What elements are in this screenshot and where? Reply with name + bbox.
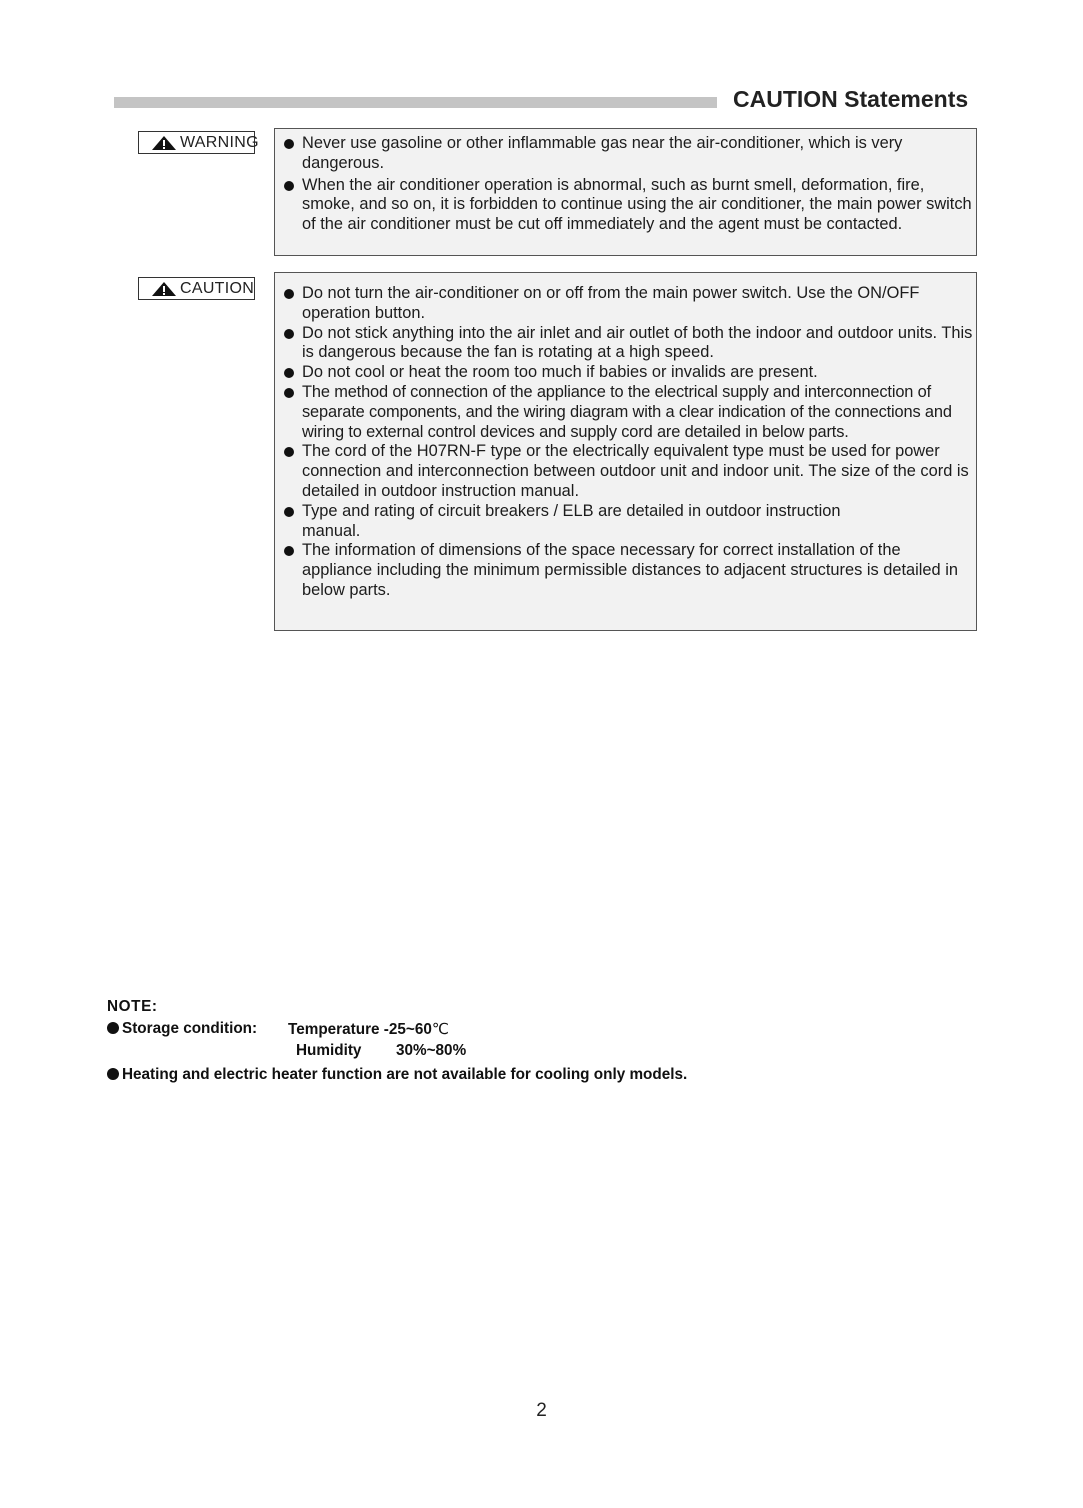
bullet-icon [284, 181, 294, 191]
heating-note: Heating and electric heater function are not available for cooling only models. [122, 1066, 688, 1083]
page-title: CAUTION Statements [733, 86, 969, 112]
bullet-icon [284, 388, 294, 398]
humidity-line [296, 1042, 361, 1060]
bullet-icon [107, 1068, 119, 1080]
temperature-value: -25~60 [383, 1021, 432, 1038]
list-item: Do not stick anything into the air inlet and air outlet of both the indoor and outdoor units. This is dangerous because the fan is rotating at a high speed. [302, 324, 974, 364]
warning-label [138, 131, 259, 154]
list-item: When the air conditioner operation is abnormal, such as burnt smell, deformation, fire, smoke, and so on, it is forbidden to continue using the air conditioner, the main power switch of the air conditioner must be cut off immediately and the agent must be contacted. [302, 176, 974, 235]
list-item: The information of dimensions of the space necessary for correct installation of the appliance including the minimum permissible distances to adjacent structures is detailed in below parts. [302, 541, 974, 600]
list-item: Type and rating of circuit breakers / ELB are detailed in outdoor instruction manual. [302, 502, 974, 542]
list-item: Do not turn the air-conditioner on or off from the main power switch. Use the ON/OFF operation button. [302, 284, 974, 324]
header-rule [114, 97, 717, 108]
caution-label-text: CAUTION [180, 279, 255, 297]
bullet-icon [284, 368, 294, 378]
temperature-label: Temperature [288, 1021, 380, 1038]
bullet-icon [284, 546, 294, 556]
heating-note-line [107, 1066, 687, 1084]
bullet-icon [284, 329, 294, 339]
storage-condition-line [107, 1020, 257, 1038]
warning-panel [274, 128, 977, 256]
note-heading: NOTE: [107, 998, 158, 1015]
humidity-value: 30%~80% [396, 1042, 467, 1059]
list-item: Do not cool or heat the room too much if babies or invalids are present. [302, 363, 974, 383]
storage-label: Storage condition: [122, 1020, 258, 1037]
humidity-label: Humidity [296, 1042, 362, 1059]
bullet-icon [284, 447, 294, 457]
list-item: The method of connection of the appliance to the electrical supply and interconnection of separate components, and the wiring diagram with a clear indication of the connections and wiring to external control devices and supply cord are detailed in below parts. [302, 383, 974, 442]
warning-triangle-icon [151, 135, 177, 151]
list-item: The cord of the H07RN-F type or the electrically equivalent type must be used for power connection and interconnection between outdoor unit and indoor unit. The size of the cord is detailed in outdoor instruction manual. [302, 442, 974, 501]
bullet-icon [284, 139, 294, 149]
temperature-line [288, 1020, 449, 1039]
bullet-icon [284, 507, 294, 517]
list-item: Never use gasoline or other inflammable gas near the air-conditioner, which is very dangerous. [302, 134, 974, 174]
temperature-unit: ℃ [431, 1021, 450, 1038]
page-number: 2 [536, 1400, 547, 1421]
warning-triangle-icon [151, 281, 177, 297]
caution-panel [274, 272, 977, 631]
caution-label [138, 277, 255, 300]
bullet-icon [107, 1022, 119, 1034]
humidity-value-line [396, 1042, 466, 1060]
bullet-icon [284, 289, 294, 299]
warning-label-text: WARNING [180, 133, 259, 151]
